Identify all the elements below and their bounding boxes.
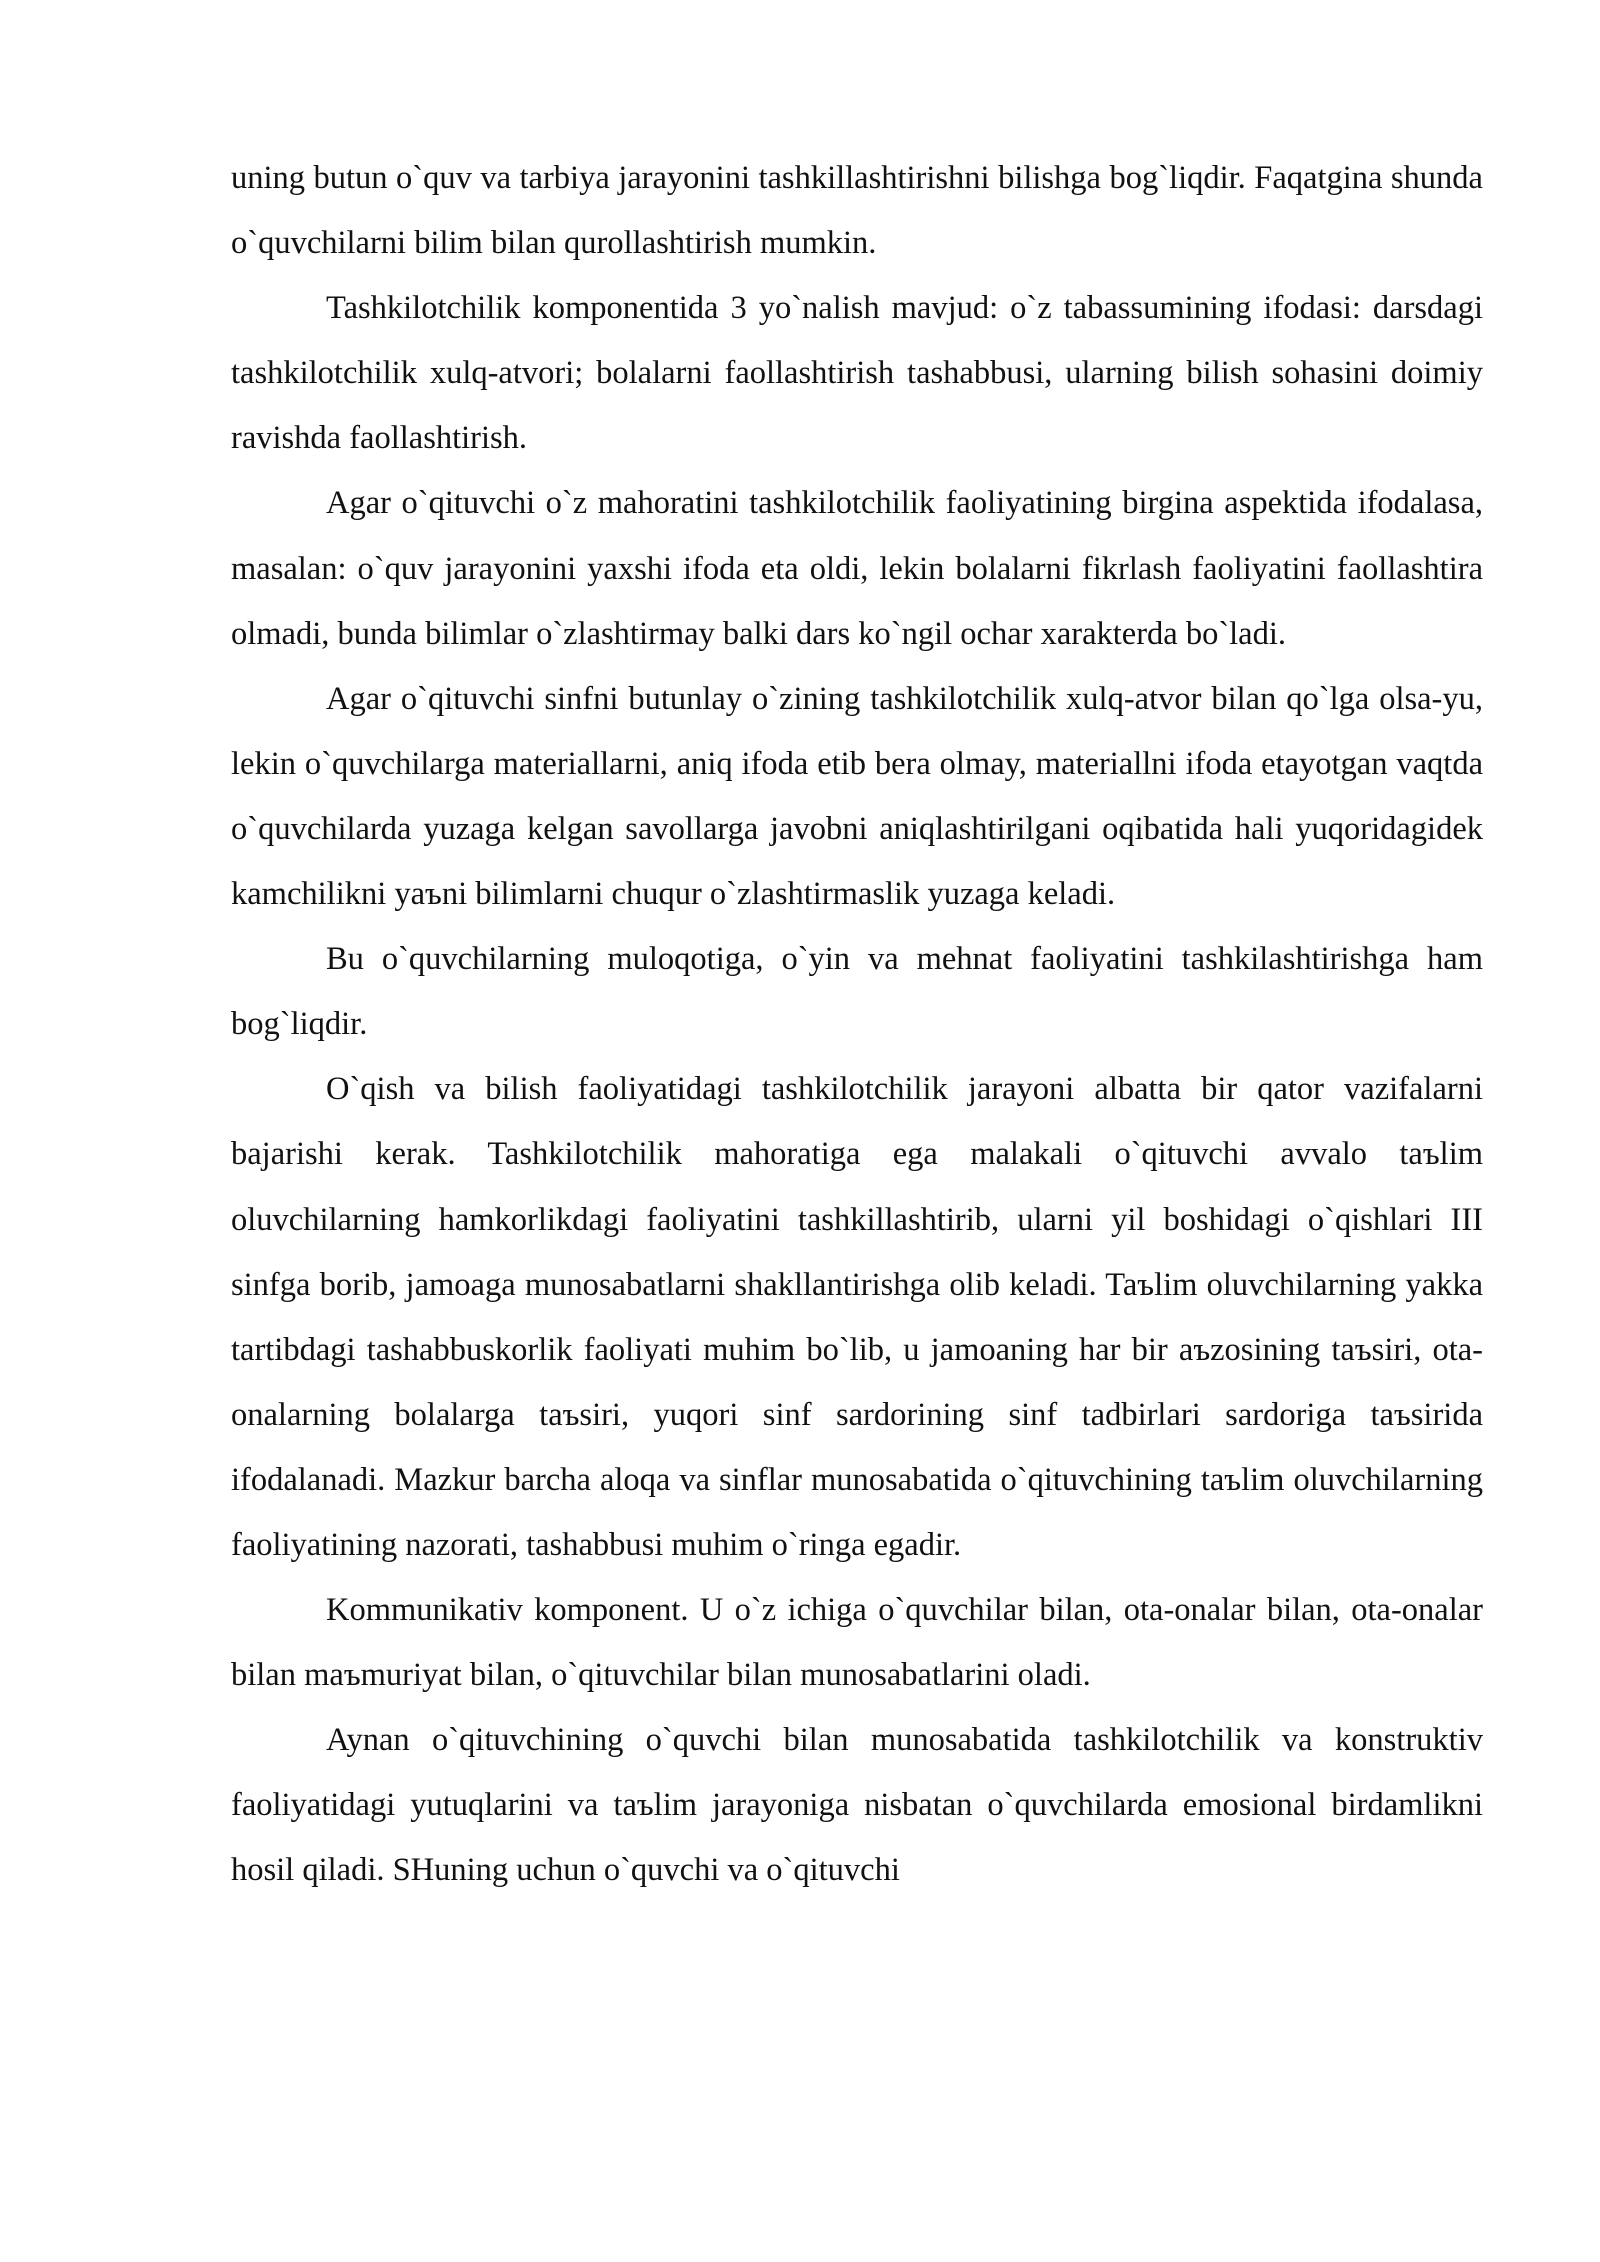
paragraph-4: Agar o`qituvchi sinfni butunlay o`zining tashkilotchilik xulq-atvor bilan qo`lga olsa-yu, lekin o`quvchilarga materiallarni, aniq ifoda etib bera olmay, materiallni ifoda etayotgan vaqtda o`quvchilarda yuzaga kelgan savollarga javobni aniqlashtirilgani oqibatida hali yuqoridagidek kamchilikni yaъni bilimlarni chuqur o`zlashtirmaslik yuzaga keladi.	[231, 680, 1483, 913]
paragraph-6: O`qish va bilish faoliyatidagi tashkilotchilik jarayoni albatta bir qator vazifalarni bajarishi kerak. Tashkilotchilik mahoratiga ega malakali o`qituvchi avvalo taъlim oluvchilarning hamkorlikdagi faoliyatini tashkillashtirib, ularni yil boshidagi o`qishlari III sinfga borib, jamoaga munosabatlarni shakllantirishga olib keladi. Taъlim oluvchilarning yakka tartibdagi tashabbuskorlik faoliyati muhim bo`lib, u jamoaning har bir aъzosining taъsiri, ota-onalarning bolalarga taъsiri, yuqori sinf sardorining sinf tadbirlari sardoriga taъsirida ifodalanadi. Mazkur barcha aloqa va sinflar munosabatida o`qituvchining taъlim oluvchilarning faoliyatining nazorati, tashabbusi muhim o`ringa egadir.	[231, 1071, 1483, 1563]
paragraph-1: uning butun o`quv va tarbiya jarayonini tashkillashtirishni bilishga bog`liqdir. Faqatgina shunda o`quvchilarni bilim bilan qurollashtirish mumkin.	[231, 160, 1483, 262]
paragraph-7: Kommunikativ komponent. U o`z ichiga o`quvchilar bilan, ota-onalar bilan, ota-onalar bilan maъmuriyat bilan, o`qituvchilar bilan munosabatlarini oladi.	[231, 1592, 1483, 1694]
paragraph-5: Bu o`quvchilarning muloqotiga, o`yin va mehnat faoliyatini tashkilashtirishga ham bog`liqdir.	[231, 941, 1483, 1043]
paragraph-2: Tashkilotchilik komponentida 3 yo`nalish mavjud: o`z tabassumining ifodasi: darsdagi tashkilotchilik xulq-atvori; bolalarni faollashtirish tashabbusi, ularning bilish sohasini doimiy ravishda faollashtirish.	[231, 290, 1483, 457]
paragraph-3: Agar o`qituvchi o`z mahoratini tashkilotchilik faoliyatining birgina aspektida ifodalasa, masalan: o`quv jarayonini yaxshi ifoda eta oldi, lekin bolalarni fikrlash faoliyatini faollashtira olmadi, bunda bilimlar o`zlashtirmay balki dars ko`ngil ochar xarakterda bo`ladi.	[231, 485, 1483, 652]
paragraph-8: Aynan o`qituvchining o`quvchi bilan munosabatida tashkilotchilik va konstruktiv faoliyatidagi yutuqlarini va taъlim jarayoniga nisbatan o`quvchilarda emosional birdamlikni hosil qiladi. SHuning uchun o`quvchi va o`qituvchi	[231, 1722, 1483, 1889]
